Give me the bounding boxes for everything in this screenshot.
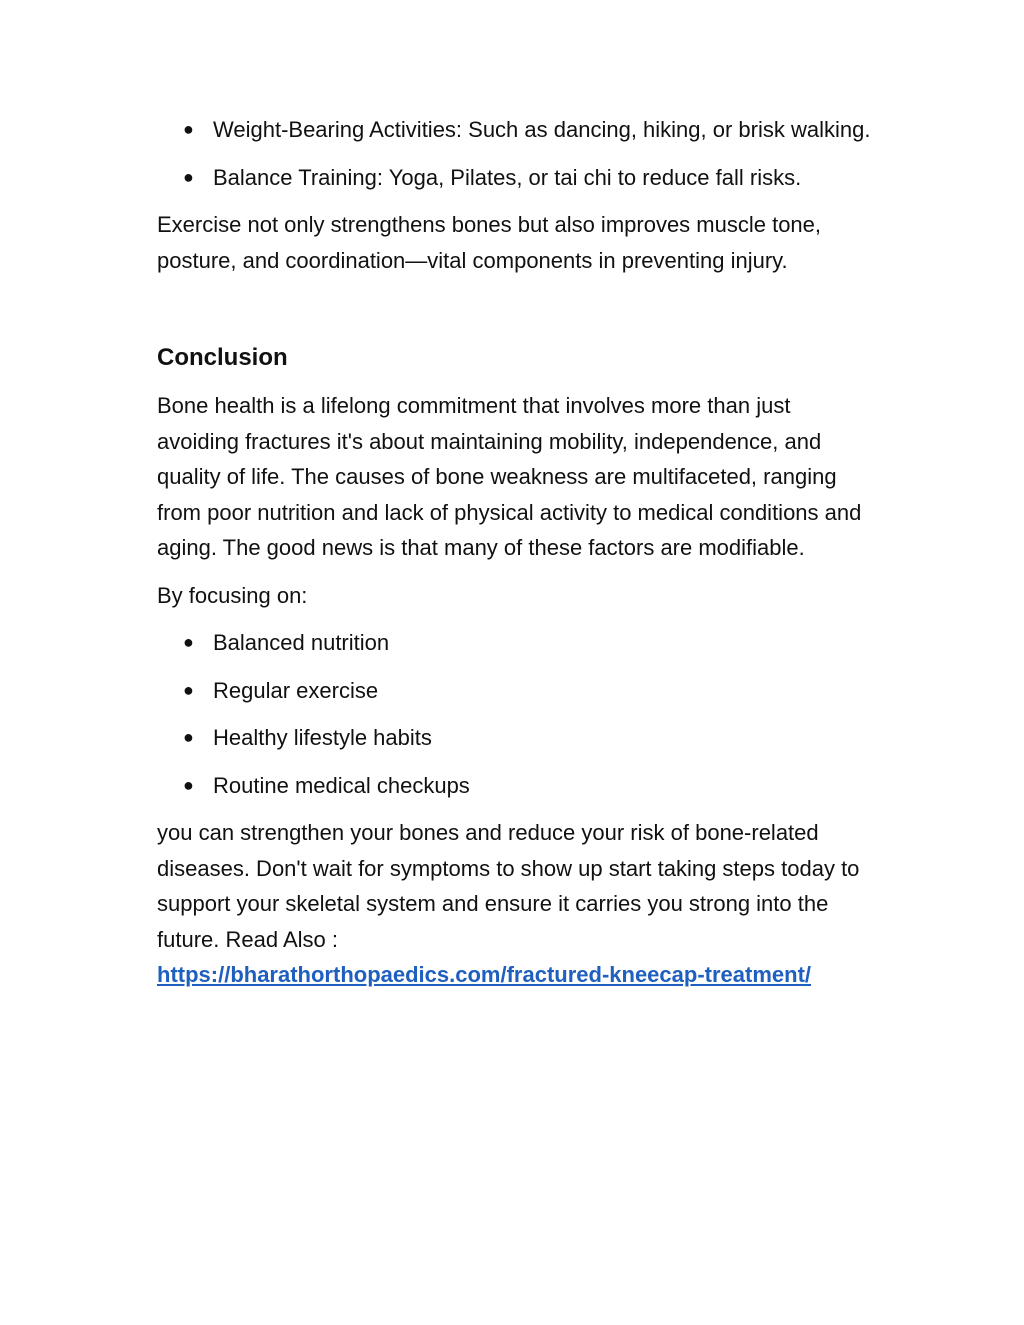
closing-paragraph xyxy=(157,815,877,993)
list-item xyxy=(157,625,877,661)
focus-intro: By focusing on: xyxy=(157,582,308,608)
bullet-icon: ● xyxy=(183,119,194,139)
list-item-text: Healthy lifestyle habits xyxy=(213,725,432,750)
list-item xyxy=(157,160,877,196)
bullet-icon: ● xyxy=(183,679,194,700)
conclusion-paragraph: Bone health is a lifelong commitment that involves more than just avoiding fractures it's about maintaining mobility, independence, and quality of life. The causes of bone weakness are multifaceted, ranging from poor nutrition and lack of physical activity to medical conditions and aging. The good news is that many of these factors are modifiable. xyxy=(157,393,862,560)
bullet-icon: ● xyxy=(183,166,194,187)
list-item xyxy=(157,112,877,148)
exercise-paragraph: Exercise not only strengthens bones but also improves muscle tone, posture, and coordination—vital components in preventing injury. xyxy=(157,212,822,273)
activity-list xyxy=(157,112,877,195)
focus-list xyxy=(157,625,877,803)
bullet-icon: ● xyxy=(183,632,194,652)
bullet-icon: ● xyxy=(183,727,194,747)
list-item-text: Weight-Bearing Activities: Such as dancing, hiking, or brisk walking. xyxy=(213,117,871,142)
list-item-text: Balanced nutrition xyxy=(213,630,390,655)
document-page xyxy=(157,112,877,1005)
list-item xyxy=(157,720,877,756)
list-item-text: Balance Training: Yoga, Pilates, or tai chi to reduce fall risks. xyxy=(213,164,802,190)
bullet-icon: ● xyxy=(183,774,194,795)
list-item-text: Routine medical checkups xyxy=(213,772,470,798)
closing-text: you can strengthen your bones and reduce your risk of bone-related diseases. Don't wait for symptoms to show up start taking steps today to support your skeletal system and ensure it carries you strong into the future. Read Also : xyxy=(157,820,860,952)
section-spacer xyxy=(157,290,877,340)
read-also-link[interactable]: https://bharathorthopaedics.com/fractured-kneecap-treatment/ xyxy=(157,962,812,987)
list-item xyxy=(157,768,877,804)
conclusion-heading: Conclusion xyxy=(157,344,288,371)
list-item xyxy=(157,673,877,709)
list-item-text: Regular exercise xyxy=(213,677,379,703)
